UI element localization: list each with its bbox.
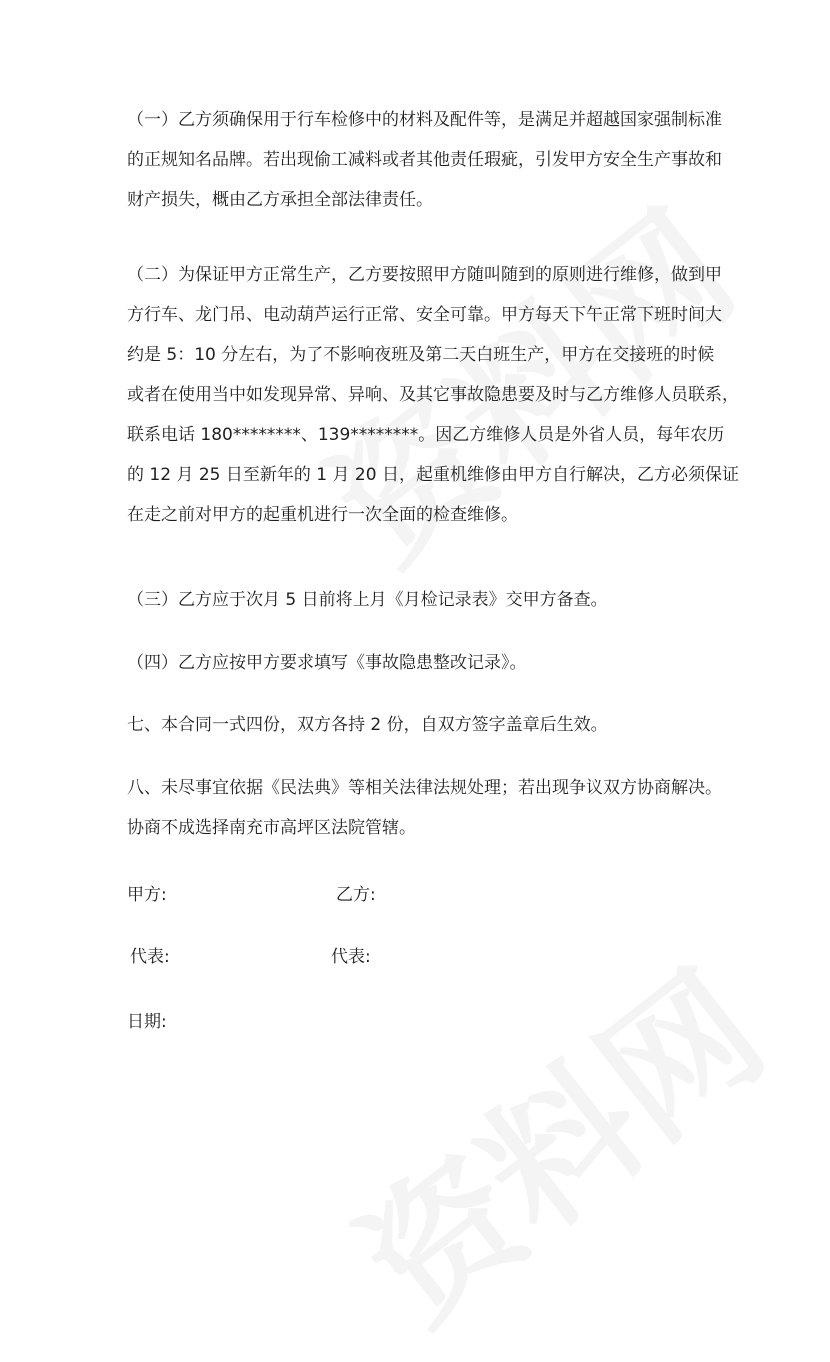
clause-line: 约是 5：10 分左右，为了不影响夜班及第二天白班生产，甲方在交接班的时候 xyxy=(127,345,715,365)
clause-line: 财产损失，概由乙方承担全部法律责任。 xyxy=(127,190,433,210)
party-a-label: 甲方: xyxy=(127,885,167,905)
clause-line: 或者在使用当中如发现异常、异响、及其它事故隐患要及时与乙方维修人员联系， xyxy=(127,385,739,405)
clause-line: 在走之前对甲方的起重机进行一次全面的检查维修。 xyxy=(127,505,518,525)
watermark xyxy=(311,914,799,1361)
rep-b-label: 代表: xyxy=(331,947,371,967)
clause-four xyxy=(127,643,707,683)
clause-line: 的 12 月 25 日至新年的 1 月 20 日，起重机维修由甲方自行解决，乙方必须保证 xyxy=(127,465,739,485)
clause-line: 的正规知名品牌。若出现偷工减料或者其他责任瑕疵，引发甲方安全生产事故和 xyxy=(127,150,722,170)
clause-seven xyxy=(127,705,707,745)
clause-line: 联系电话 180********、139********。因乙方维修人员是外省人员，每年农历 xyxy=(127,425,725,445)
clause-eight xyxy=(127,768,722,848)
clause-line: 方行车、龙门吊、电动葫芦运行正常、安全可靠。甲方每天下午正常下班时间大 xyxy=(127,305,722,325)
clause-line: （二）为保证甲方正常生产，乙方要按照甲方随叫随到的原则进行维修，做到甲 xyxy=(127,265,722,285)
clause-line: 七、本合同一式四份，双方各持 2 份，自双方签字盖章后生效。 xyxy=(127,715,608,735)
party-b-label: 乙方: xyxy=(336,885,376,905)
rep-a-label: 代表: xyxy=(130,947,170,967)
clause-line: 八、未尽事宜依据《民法典》等相关法律法规处理；若出现争议双方协商解决。 xyxy=(127,778,722,798)
clause-two xyxy=(127,255,739,535)
clause-line: （四）乙方应按甲方要求填写《事故隐患整改记录》。 xyxy=(127,653,527,673)
clause-line: （一）乙方须确保用于行车检修中的材料及配件等，是满足并超越国家强制标准 xyxy=(127,110,722,130)
clause-line: （三）乙方应于次月 5 日前将上月《月检记录表》交甲方备查。 xyxy=(127,590,608,610)
date-label: 日期: xyxy=(127,1012,167,1032)
clause-three xyxy=(127,580,707,620)
clause-line: 协商不成选择南充市高坪区法院管辖。 xyxy=(127,818,416,838)
clause-one xyxy=(127,100,722,220)
